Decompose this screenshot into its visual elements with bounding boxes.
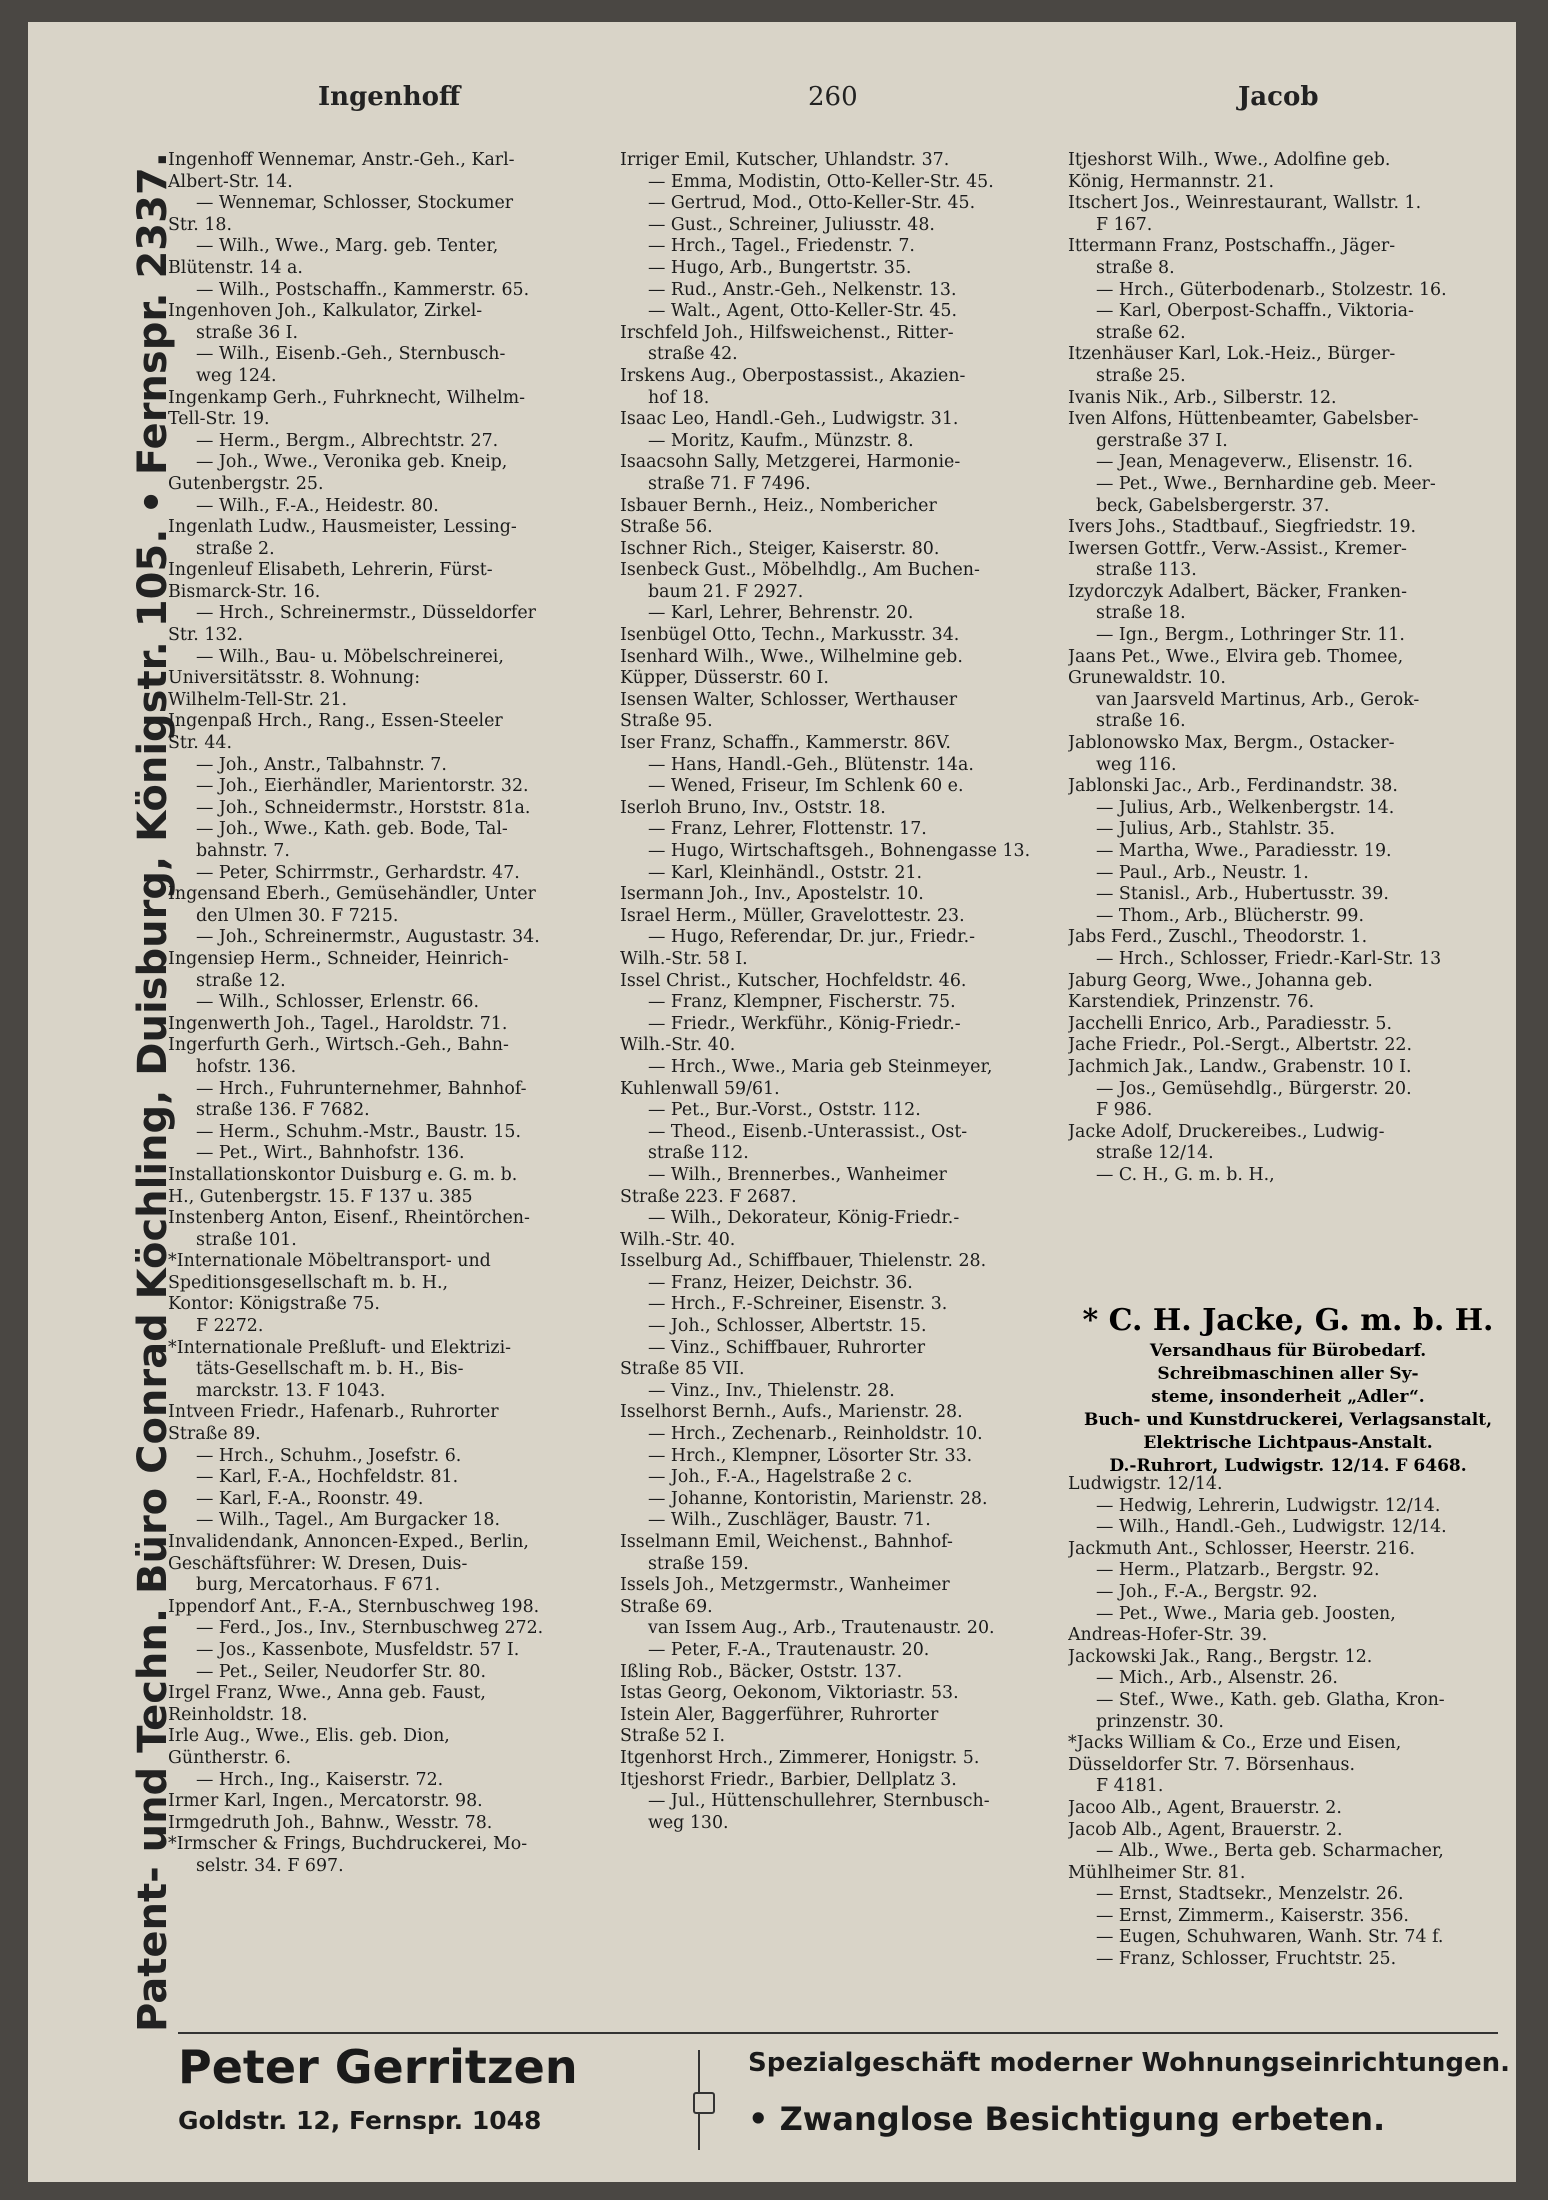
directory-line: straße 25. xyxy=(1096,365,1186,386)
directory-line: Mühlheimer Str. 81. xyxy=(1068,1862,1246,1883)
directory-line: Wilh.-Str. 40. xyxy=(620,1229,736,1250)
directory-line: — Jos., Kassenbote, Musfeldstr. 57 I. xyxy=(196,1639,520,1660)
directory-line: Straße 89. xyxy=(168,1424,261,1445)
directory-line: Ivers Johs., Stadtbauf., Siegfriedstr. 19. xyxy=(1068,517,1417,538)
directory-line: — Karl, Lehrer, Behrenstr. 20. xyxy=(648,603,914,624)
directory-line: Geschäftsführer: W. Dresen, Duis- xyxy=(168,1553,468,1574)
directory-line: — Julius, Arb., Welkenbergstr. 14. xyxy=(1096,797,1395,818)
ad-ornament-icon xyxy=(693,2092,715,2114)
directory-line: — Joh., Anstr., Talbahnstr. 7. xyxy=(196,754,447,775)
directory-line: Ingenkamp Gerh., Fuhrknecht, Wilhelm- xyxy=(168,387,525,408)
directory-column-1 xyxy=(168,150,608,1878)
directory-line: — Pet., Wirt., Bahnhofstr. 136. xyxy=(196,1143,465,1164)
directory-line: — Hrch., Tagel., Friedenstr. 7. xyxy=(648,236,915,257)
directory-line: — Joh., Schreinermstr., Augustastr. 34. xyxy=(196,927,540,948)
directory-line: — Pet., Bur.-Vorst., Oststr. 112. xyxy=(648,1100,921,1121)
directory-line: Irgel Franz, Wwe., Anna geb. Faust, xyxy=(168,1683,486,1704)
directory-line: — Karl, F.-A., Roonstr. 49. xyxy=(196,1488,424,1509)
directory-line: — Ferd., Jos., Inv., Sternbuschweg 272. xyxy=(196,1618,544,1639)
directory-line: — Eugen, Schuhwaren, Wanh. Str. 74 f. xyxy=(1096,1927,1444,1948)
directory-line: Isenhard Wilh., Wwe., Wilhelmine geb. xyxy=(620,646,963,667)
directory-line: Jacob Alb., Agent, Brauerstr. 2. xyxy=(1068,1819,1343,1840)
directory-line: Isenbügel Otto, Techn., Markusstr. 34. xyxy=(620,625,960,646)
directory-line: straße 136. F 7682. xyxy=(196,1100,370,1121)
directory-line: — Wilh., Zuschläger, Baustr. 71. xyxy=(648,1510,931,1531)
directory-line: Str. 132. xyxy=(168,625,244,646)
directory-line: — Jul., Hüttenschullehrer, Sternbusch- xyxy=(648,1791,990,1812)
directory-line: Str. 18. xyxy=(168,214,233,235)
directory-line: — Martha, Wwe., Paradiesstr. 19. xyxy=(1096,841,1392,861)
directory-line: Grunewaldstr. 10. xyxy=(1068,668,1226,689)
directory-line: — Hrch., Wwe., Maria geb Steinmeyer, xyxy=(648,1056,993,1077)
directory-line: — Franz, Klempner, Fischerstr. 75. xyxy=(648,992,956,1013)
directory-line: — Mich., Arb., Alsenstr. 26. xyxy=(1096,1668,1338,1689)
advertiser-tagline-2: • Zwanglose Besichtigung erbeten. xyxy=(748,2100,1386,2138)
directory-line: — Peter, Schirrmstr., Gerhardstr. 47. xyxy=(196,862,520,883)
directory-line: Straße 95. xyxy=(620,711,713,732)
directory-line: Isselburg Ad., Schiffbauer, Thielenstr. 28. xyxy=(620,1251,987,1272)
directory-line: Bismarck-Str. 16. xyxy=(168,581,321,602)
directory-line: Düsseldorfer Str. 7. Börsenhaus. xyxy=(1068,1754,1356,1775)
directory-line: straße 12. xyxy=(196,970,286,991)
page-header xyxy=(28,82,1516,122)
directory-line: Jaburg Georg, Wwe., Johanna geb. xyxy=(1068,970,1373,991)
directory-line: — Gertrud, Mod., Otto-Keller-Str. 45. xyxy=(648,193,976,214)
directory-line: Irmgedruth Joh., Bahnw., Wesstr. 78. xyxy=(168,1812,493,1833)
directory-line: straße 113. xyxy=(1096,560,1197,581)
directory-line: — Julius, Arb., Stahlstr. 35. xyxy=(1096,819,1336,840)
directory-line: — Hedwig, Lehrerin, Ludwigstr. 12/14. xyxy=(1096,1495,1441,1516)
directory-line: — Karl, Kleinhändl., Oststr. 21. xyxy=(648,862,923,883)
directory-line: straße 18. xyxy=(1096,603,1186,624)
directory-line: — Wilh., F.-A., Heidestr. 80. xyxy=(196,495,439,516)
directory-line: — Stanisl., Arb., Hubertusstr. 39. xyxy=(1096,884,1389,905)
directory-line: — Joh., Schlosser, Albertstr. 15. xyxy=(648,1316,927,1337)
directory-line: Jackmuth Ant., Schlosser, Heerstr. 216. xyxy=(1068,1538,1415,1559)
directory-line: Jackowski Jak., Rang., Bergstr. 12. xyxy=(1068,1646,1373,1667)
jacke-ad-line: D.-Ruhrort, Ludwigstr. 12/14. F 6468. xyxy=(1109,1456,1467,1476)
directory-line: Itjeshorst Wilh., Wwe., Adolfine geb. xyxy=(1068,150,1391,170)
directory-line: straße 71. F 7496. xyxy=(648,473,811,494)
directory-line: — Jean, Menageverw., Elisenstr. 16. xyxy=(1096,452,1413,473)
page-number: 260 xyxy=(808,82,858,112)
directory-line: — Pet., Seiler, Neudorfer Str. 80. xyxy=(196,1661,486,1682)
directory-line: Ingerfurth Gerh., Wirtsch.-Geh., Bahn- xyxy=(168,1035,509,1056)
directory-line: Straße 56. xyxy=(620,517,713,538)
directory-line: — Hrch., Schlosser, Friedr.-Karl-Str. 13 xyxy=(1096,948,1442,969)
directory-line: Israel Herm., Müller, Gravelottestr. 23. xyxy=(620,905,965,926)
directory-line: Istas Georg, Oekonom, Viktoriastr. 53. xyxy=(620,1683,959,1704)
directory-line: weg 130. xyxy=(648,1812,729,1833)
directory-line: — Walt., Agent, Otto-Keller-Str. 45. xyxy=(648,301,958,322)
directory-line: — Hans, Handl.-Geh., Blütenstr. 14a. xyxy=(648,754,974,775)
advertiser-name: Peter Gerritzen xyxy=(178,2040,578,2094)
directory-line: Wilh.-Str. 40. xyxy=(620,1035,736,1056)
directory-line: — Jos., Gemüsehdlg., Bürgerstr. 20. xyxy=(1096,1078,1412,1099)
jacke-ad-line: Elektrische Lichtpaus-Anstalt. xyxy=(1143,1433,1433,1453)
directory-line: Jacke Adolf, Druckereibes., Ludwig- xyxy=(1068,1121,1385,1142)
directory-line: — Peter, F.-A., Trautenaustr. 20. xyxy=(648,1639,930,1660)
directory-line: — Joh., F.-A., Bergstr. 92. xyxy=(1096,1581,1318,1602)
directory-line: Gutenbergstr. 25. xyxy=(168,473,324,494)
directory-line: — Wilh., Eisenb.-Geh., Sternbusch- xyxy=(196,344,506,365)
directory-line: Güntherstr. 6. xyxy=(168,1747,292,1768)
directory-line: straße 12/14. xyxy=(1096,1143,1214,1164)
directory-line: Instenberg Anton, Eisenf., Rheintörchen- xyxy=(168,1208,530,1229)
directory-line: Universitätsstr. 8. Wohnung: xyxy=(168,668,421,689)
directory-line: — Stef., Wwe., Kath. geb. Glatha, Kron- xyxy=(1096,1689,1445,1710)
directory-line: — Pet., Wwe., Bernhardine geb. Meer- xyxy=(1096,473,1436,494)
directory-line: burg, Mercatorhaus. F 671. xyxy=(196,1575,441,1596)
directory-line: Jacoo Alb., Agent, Brauerstr. 2. xyxy=(1068,1797,1342,1818)
directory-line: Invalidendank, Annoncen-Exped., Berlin, xyxy=(168,1532,529,1552)
directory-line: Straße 52 I. xyxy=(620,1726,726,1747)
directory-line: Isensen Walter, Schlosser, Werthauser xyxy=(620,689,958,710)
jacke-ad-title: * C. H. Jacke, G. m. b. H. xyxy=(1082,1303,1494,1338)
directory-line: — Joh., Schneidermstr., Horststr. 81a. xyxy=(196,797,531,818)
directory-line: Issels Joh., Metzgermstr., Wanheimer xyxy=(620,1575,950,1596)
directory-line: Küpper, Düsserstr. 60 I. xyxy=(620,668,829,689)
directory-line: Intveen Friedr., Hafenarb., Ruhrorter xyxy=(168,1402,499,1423)
directory-line: van Issem Aug., Arb., Trautenaustr. 20. xyxy=(648,1618,995,1639)
directory-line: F 986. xyxy=(1096,1100,1153,1121)
jacke-ad-line: steme, insonderheit „Adler“. xyxy=(1151,1387,1425,1407)
directory-line: F 4181. xyxy=(1096,1776,1164,1797)
directory-line: Isbauer Bernh., Heiz., Nombericher xyxy=(620,495,937,516)
directory-line: — Johanne, Kontoristin, Marienstr. 28. xyxy=(648,1488,988,1509)
directory-line: — Wilh., Schlosser, Erlenstr. 66. xyxy=(196,992,479,1013)
directory-line: straße 36 I. xyxy=(196,322,299,343)
vertical-advertisement: Patent- und Techn. Büro Conrad Köchling, Duisburg, Königstr. 105. • Fernspr. 2337. xyxy=(130,151,176,2033)
directory-line: straße 159. xyxy=(648,1553,749,1574)
directory-line: marckstr. 13. F 1043. xyxy=(196,1380,386,1401)
directory-line: Blütenstr. 14 a. xyxy=(168,257,303,278)
header-left-keyword: Ingenhoff xyxy=(318,82,461,112)
directory-line: Kuhlenwall 59/61. xyxy=(620,1078,780,1099)
directory-line: baum 21. F 2927. xyxy=(648,581,804,602)
directory-line: — Hrch., F.-Schreiner, Eisenstr. 3. xyxy=(648,1294,948,1315)
directory-line: Straße 85 VII. xyxy=(620,1359,745,1380)
directory-line: — Hrch., Schreinermstr., Düsseldorfer xyxy=(196,603,536,624)
directory-line: — Vinz., Schiffbauer, Ruhrorter xyxy=(648,1337,926,1358)
directory-line: Jablonowsko Max, Bergm., Ostacker- xyxy=(1068,733,1395,754)
directory-line: — Herm., Bergm., Albrechtstr. 27. xyxy=(196,430,499,451)
directory-line: Irschfeld Joh., Hilfsweichenst., Ritter- xyxy=(620,322,954,343)
directory-line: — Theod., Eisenb.-Unterassist., Ost- xyxy=(648,1121,968,1142)
directory-line: gerstraße 37 I. xyxy=(1096,430,1228,451)
directory-line: — Ernst, Stadtsekr., Menzelstr. 26. xyxy=(1096,1884,1404,1905)
directory-line: Isenbeck Gust., Möbelhdlg., Am Buchen- xyxy=(620,560,980,581)
directory-line: Jacchelli Enrico, Arb., Paradiesstr. 5. xyxy=(1068,1013,1392,1034)
directory-line: Andreas-Hofer-Str. 39. xyxy=(1068,1625,1268,1646)
directory-line: Istein Aler, Baggerführer, Ruhrorter xyxy=(620,1704,939,1725)
header-right-keyword: Jacob xyxy=(1238,82,1319,112)
directory-line: — Alb., Wwe., Berta geb. Scharmacher, xyxy=(1096,1841,1444,1862)
directory-line: — C. H., G. m. b. H., xyxy=(1096,1164,1275,1185)
directory-line: Straße 223. F 2687. xyxy=(620,1186,797,1207)
page xyxy=(28,22,1516,2182)
directory-line: hofstr. 136. xyxy=(196,1056,297,1077)
directory-line: Karstendiek, Prinzenstr. 76. xyxy=(1068,992,1315,1013)
directory-line: Izydorczyk Adalbert, Bäcker, Franken- xyxy=(1068,581,1407,602)
directory-line: *Internationale Preßluft- und Elektrizi- xyxy=(168,1337,512,1358)
directory-line: Ippendorf Ant., F.-A., Sternbuschweg 198. xyxy=(168,1596,540,1617)
directory-line: Ingensiep Herm., Schneider, Heinrich- xyxy=(168,948,509,969)
directory-line: Iserloh Bruno, Inv., Oststr. 18. xyxy=(620,797,886,818)
directory-line: weg 124. xyxy=(196,365,277,386)
directory-line: — Karl, Oberpost-Schaffn., Viktoria- xyxy=(1096,301,1414,322)
directory-line: Ingenpaß Hrch., Rang., Essen-Steeler xyxy=(168,711,503,732)
directory-line: van Jaarsveld Martinus, Arb., Gerok- xyxy=(1096,689,1420,710)
directory-line: Ingenlath Ludw., Hausmeister, Lessing- xyxy=(168,517,517,538)
directory-line: Wilhelm-Tell-Str. 21. xyxy=(168,689,348,710)
directory-line: H., Gutenbergstr. 15. F 137 u. 385 xyxy=(168,1186,473,1207)
directory-column-2 xyxy=(620,150,1060,1834)
directory-line: — Hrch., Güterbodenarb., Stolzestr. 16. xyxy=(1096,279,1447,300)
directory-line: straße 8. xyxy=(1096,257,1175,278)
directory-line: straße 112. xyxy=(648,1143,749,1164)
directory-line: — Hrch., Schuhm., Josefstr. 6. xyxy=(196,1445,462,1466)
directory-line: Ludwigstr. 12/14. xyxy=(1068,1474,1223,1494)
directory-line: Ingenhoven Joh., Kalkulator, Zirkel- xyxy=(168,301,483,322)
directory-line: Albert-Str. 14. xyxy=(168,171,293,192)
directory-line: — Franz, Lehrer, Flottenstr. 17. xyxy=(648,819,927,840)
directory-line: — Herm., Schuhm.-Mstr., Baustr. 15. xyxy=(196,1121,521,1142)
directory-line: Iwersen Gottfr., Verw.-Assist., Kremer- xyxy=(1068,538,1407,559)
directory-line: Ingensand Eberh., Gemüsehändler, Unter xyxy=(168,884,536,905)
directory-line: Speditionsgesellschaft m. b. H., xyxy=(168,1272,449,1293)
jacke-ad-line: Buch- und Kunstdruckerei, Verlagsanstalt, xyxy=(1083,1410,1493,1430)
directory-line: Jabs Ferd., Zuschl., Theodorstr. 1. xyxy=(1068,927,1368,948)
directory-line: Itjeshorst Friedr., Barbier, Dellplatz 3. xyxy=(620,1769,957,1790)
ad-divider-line xyxy=(178,2032,1498,2034)
directory-line: *Internationale Möbeltransport- und xyxy=(168,1251,491,1272)
directory-line: — Ernst, Zimmerm., Kaiserstr. 356. xyxy=(1096,1905,1409,1926)
directory-line: — Moritz, Kaufm., Münzstr. 8. xyxy=(648,430,914,451)
directory-line: Ingenhoff Wennemar, Anstr.-Geh., Karl- xyxy=(168,150,515,170)
directory-line: Itgenhorst Hrch., Zimmerer, Honigstr. 5. xyxy=(620,1747,980,1768)
directory-line: Ißling Rob., Bäcker, Oststr. 137. xyxy=(620,1661,903,1682)
directory-line: Irmer Karl, Ingen., Mercatorstr. 98. xyxy=(168,1791,483,1812)
directory-line: selstr. 34. F 697. xyxy=(196,1855,344,1876)
directory-line: — Wilh., Bau- u. Möbelschreinerei, xyxy=(196,646,504,667)
directory-line: — Wennemar, Schlosser, Stockumer xyxy=(196,193,514,214)
directory-line: Isaacsohn Sally, Metzgerei, Harmonie- xyxy=(620,452,961,473)
jacke-ad-line: Versandhaus für Bürobedarf. xyxy=(1149,1341,1427,1361)
directory-line: straße 42. xyxy=(648,344,738,365)
directory-line: straße 16. xyxy=(1096,711,1186,732)
directory-line: F 2272. xyxy=(196,1316,264,1337)
directory-line: — Wilh., Tagel., Am Burgacker 18. xyxy=(196,1510,501,1531)
advertiser-address: Goldstr. 12, Fernspr. 1048 xyxy=(178,2106,542,2135)
bottom-advertisement xyxy=(178,2040,1511,2160)
directory-line: Tell-Str. 19. xyxy=(168,409,270,430)
directory-line: — Pet., Wwe., Maria geb. Joosten, xyxy=(1096,1603,1396,1624)
directory-line: weg 116. xyxy=(1096,754,1177,775)
directory-line: beck, Gabelsbergerstr. 37. xyxy=(1096,495,1330,516)
directory-line: Iven Alfons, Hüttenbeamter, Gabelsber- xyxy=(1068,409,1419,430)
directory-line: Ittermann Franz, Postschaffn., Jäger- xyxy=(1068,236,1396,257)
directory-line: — Hugo, Wirtschaftsgeh., Bohnengasse 13. xyxy=(648,841,1031,861)
directory-line: Jache Friedr., Pol.-Sergt., Albertstr. 22. xyxy=(1068,1035,1412,1056)
directory-line: — Hugo, Arb., Bungertstr. 35. xyxy=(648,257,912,278)
directory-line: — Wilh., Brennerbes., Wanheimer xyxy=(648,1164,947,1185)
directory-line: Jaans Pet., Wwe., Elvira geb. Thomee, xyxy=(1068,646,1404,667)
directory-line: — Joh., Wwe., Kath. geb. Bode, Tal- xyxy=(196,819,508,840)
directory-line: straße 101. xyxy=(196,1229,297,1250)
directory-column-3-continued xyxy=(1068,1474,1508,1971)
directory-line: — Rud., Anstr.-Geh., Nelkenstr. 13. xyxy=(648,279,957,300)
directory-line: Itzenhäuser Karl, Lok.-Heiz., Bürger- xyxy=(1068,344,1396,365)
directory-line: — Franz, Heizer, Deichstr. 36. xyxy=(648,1272,913,1293)
directory-line: — Vinz., Inv., Thielenstr. 28. xyxy=(648,1380,895,1401)
directory-line: — Hrch., Zechenarb., Reinholdstr. 10. xyxy=(648,1424,983,1445)
directory-line: F 167. xyxy=(1096,214,1153,235)
directory-line: — Thom., Arb., Blücherstr. 99. xyxy=(1096,905,1364,926)
directory-line: den Ulmen 30. F 7215. xyxy=(196,905,399,926)
jacke-ad-line: Schreibmaschinen aller Sy- xyxy=(1157,1364,1419,1384)
directory-line: — Ign., Bergm., Lothringer Str. 11. xyxy=(1096,625,1405,646)
directory-line: — Joh., Wwe., Veronika geb. Kneip, xyxy=(196,452,508,473)
directory-line: hof 18. xyxy=(648,387,710,408)
directory-line: — Herm., Platzarb., Bergstr. 92. xyxy=(1096,1560,1380,1581)
directory-line: Straße 69. xyxy=(620,1596,713,1617)
directory-line: Irle Aug., Wwe., Elis. geb. Dion, xyxy=(168,1726,450,1747)
directory-line: Jachmich Jak., Landw., Grabenstr. 10 I. xyxy=(1068,1056,1412,1077)
directory-line: — Wilh., Postschaffn., Kammerstr. 65. xyxy=(196,279,530,300)
directory-line: — Paul., Arb., Neustr. 1. xyxy=(1096,862,1309,883)
directory-line: Ingenwerth Joh., Tagel., Haroldstr. 71. xyxy=(168,1013,508,1034)
directory-line: *Irmscher & Frings, Buchdruckerei, Mo- xyxy=(168,1834,528,1855)
directory-line: Isermann Joh., Inv., Apostelstr. 10. xyxy=(620,884,924,905)
directory-column-3 xyxy=(1068,150,1508,1187)
directory-line: — Joh., F.-A., Hagelstraße 2 c. xyxy=(648,1467,913,1488)
jacke-advertisement xyxy=(1068,1302,1508,1478)
directory-line: Iser Franz, Schaffn., Kammerstr. 86V. xyxy=(620,733,951,754)
directory-line: — Emma, Modistin, Otto-Keller-Str. 45. xyxy=(648,171,994,192)
directory-line: Installationskontor Duisburg e. G. m. b. xyxy=(168,1164,518,1185)
directory-line: straße 62. xyxy=(1096,322,1186,343)
directory-line: *Jacks William & Co., Erze und Eisen, xyxy=(1068,1733,1402,1754)
directory-line: Reinholdstr. 18. xyxy=(168,1704,308,1725)
directory-line: — Hrch., Fuhrunternehmer, Bahnhof- xyxy=(196,1078,527,1099)
directory-line: prinzenstr. 30. xyxy=(1096,1711,1224,1732)
directory-line: Irskens Aug., Oberpostassist., Akazien- xyxy=(620,365,966,386)
directory-line: — Friedr., Werkführ., König-Friedr.- xyxy=(648,1013,961,1034)
directory-line: — Wilh., Dekorateur, König-Friedr.- xyxy=(648,1208,960,1229)
directory-line: — Hrch., Klempner, Lösorter Str. 33. xyxy=(648,1445,973,1466)
directory-line: Isselmann Emil, Weichenst., Bahnhof- xyxy=(620,1532,953,1552)
directory-line: Jablonski Jac., Arb., Ferdinandstr. 38. xyxy=(1068,776,1398,797)
directory-line: — Gust., Schreiner, Juliusstr. 48. xyxy=(648,214,935,235)
directory-line: straße 2. xyxy=(196,538,275,559)
directory-line: — Wilh., Handl.-Geh., Ludwigstr. 12/14. xyxy=(1096,1517,1447,1538)
advertiser-tagline: Spezialgeschäft moderner Wohnungseinrichtungen. xyxy=(748,2048,1511,2078)
directory-line: — Karl, F.-A., Hochfeldstr. 81. xyxy=(196,1467,459,1488)
directory-line: Ivanis Nik., Arb., Silberstr. 12. xyxy=(1068,387,1337,408)
directory-line: Issel Christ., Kutscher, Hochfeldstr. 46. xyxy=(620,970,967,991)
directory-line: Isselhorst Bernh., Aufs., Marienstr. 28. xyxy=(620,1402,963,1423)
directory-line: Itschert Jos., Weinrestaurant, Wallstr. 1. xyxy=(1068,193,1422,214)
directory-line: — Joh., Eierhändler, Marientorstr. 32. xyxy=(196,776,529,797)
directory-line: Irriger Emil, Kutscher, Uhlandstr. 37. xyxy=(620,150,950,170)
directory-line: Ingenleuf Elisabeth, Lehrerin, Fürst- xyxy=(168,560,493,581)
directory-line: — Hrch., Ing., Kaiserstr. 72. xyxy=(196,1769,444,1790)
directory-line: Ischner Rich., Steiger, Kaiserstr. 80. xyxy=(620,538,940,559)
directory-line: — Wened, Friseur, Im Schlenk 60 e. xyxy=(648,776,964,797)
directory-line: — Wilh., Wwe., Marg. geb. Tenter, xyxy=(196,236,499,257)
directory-line: König, Hermannstr. 21. xyxy=(1068,171,1275,192)
directory-line: bahnstr. 7. xyxy=(196,841,290,861)
directory-line: Wilh.-Str. 58 I. xyxy=(620,948,748,969)
directory-line: Str. 44. xyxy=(168,733,233,754)
directory-line: — Hugo, Referendar, Dr. jur., Friedr.- xyxy=(648,927,975,948)
directory-line: täts-Gesellschaft m. b. H., Bis- xyxy=(196,1359,464,1380)
directory-line: Kontor: Königstraße 75. xyxy=(168,1294,380,1315)
directory-line: — Franz, Schlosser, Fruchtstr. 25. xyxy=(1096,1949,1397,1970)
directory-line: Isaac Leo, Handl.-Geh., Ludwigstr. 31. xyxy=(620,409,959,430)
